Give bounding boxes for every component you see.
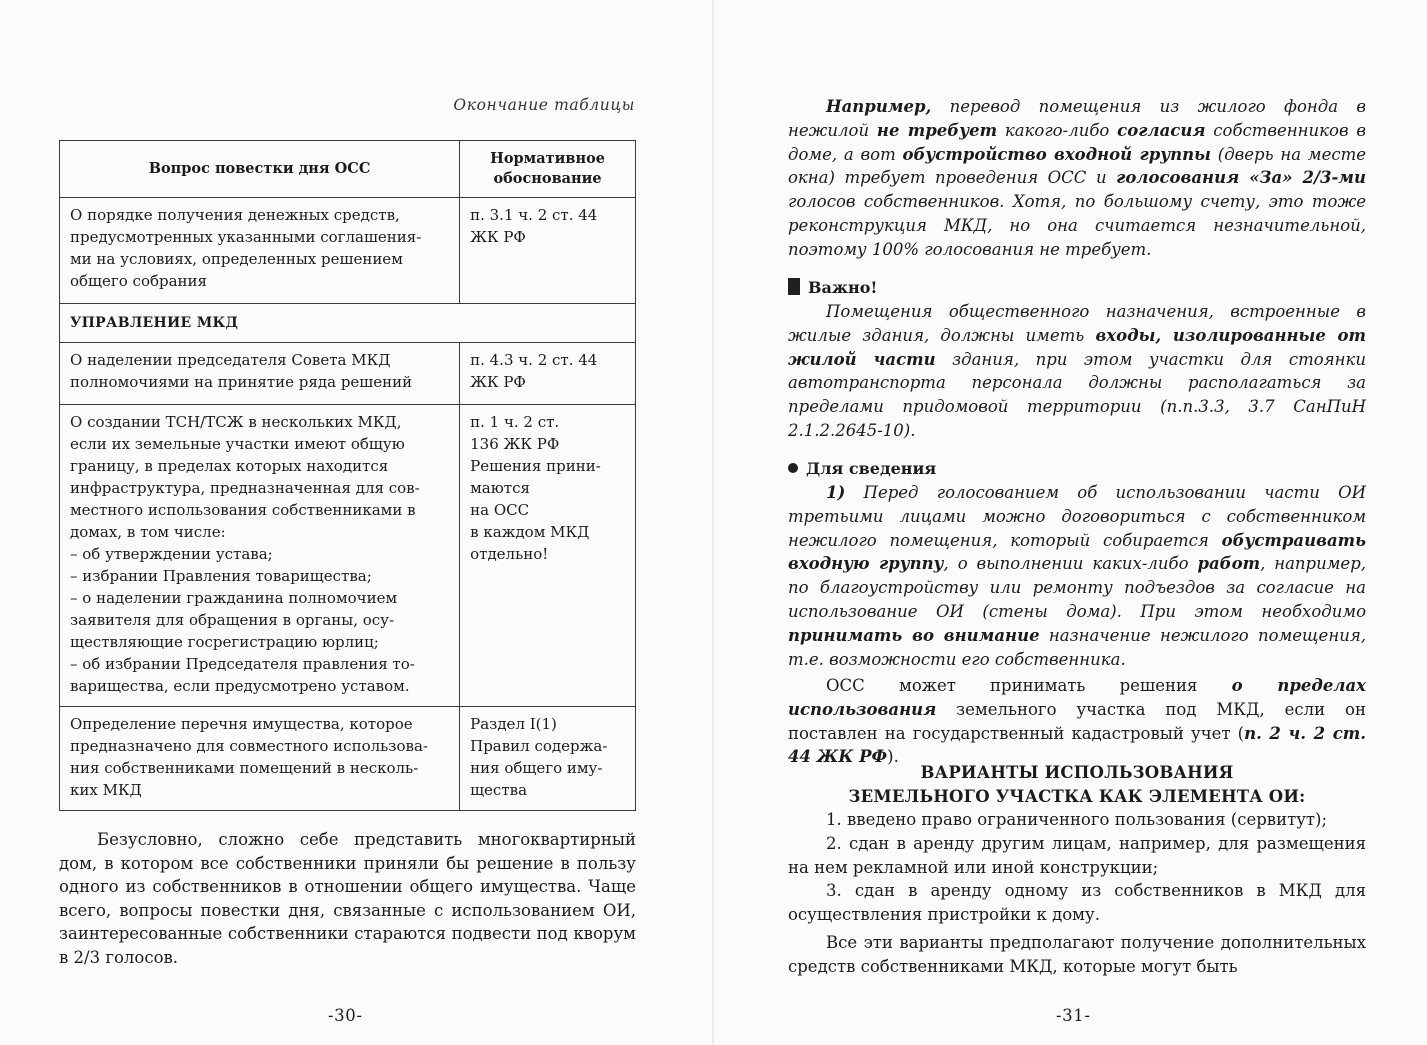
row1-question-line: предусмотренных указанными соглашения- (70, 228, 422, 246)
row2-basis-line: ЖК РФ (470, 373, 526, 391)
row4-question-line: ния собственниками помещений в несколь- (70, 759, 419, 777)
variants-title (788, 761, 1366, 809)
square-bullet-icon (788, 278, 800, 295)
variants-title-line: ЗЕМЕЛЬНОГО УЧАСТКА КАК ЭЛЕМЕНТА ОИ: (848, 787, 1306, 806)
example-lead: Например, (826, 97, 932, 116)
table-row (60, 198, 636, 304)
table-section-row (60, 304, 636, 343)
emphasis-span: согласия (1117, 120, 1206, 140)
text-span: голосов собственников. Хотя, по большому счету, это тоже реконструкция МКД, но она считается незначительной, поэтому 100% голосования не требует. (788, 192, 1366, 259)
row2-question-line: полномочиями на принятие ряда решений (70, 373, 413, 391)
row3-question-line: местного использования собственниками в (70, 501, 416, 519)
row1-question-line: О порядке получения денежных средств, (70, 206, 400, 224)
list-item: 2. сдан в аренду другим лицам, например, для размещения на нем рекламной или иной конструкции; (788, 833, 1366, 877)
row1-basis-line: ЖК РФ (470, 228, 526, 246)
body-paragraph: Безусловно, сложно себе представить многоквартирный дом, в котором все собственники приняли бы решение в пользу одного из собственников в отношении общего имущества. Чаще всего, вопросы повестки дня, связанные с использованием ОИ, заинтересованные собственники стараются подвести под кворум в 2/3 голосов. (59, 830, 636, 967)
row4-question-line: Определение перечня имущества, которое (70, 715, 413, 733)
row4-basis-line: Раздел I(1) (470, 715, 557, 733)
text-span: , например, по благоустройству или ремонту подъездов за согласие на использование ОИ (стены дома). При этом необходимо (788, 554, 1366, 621)
row1-basis-line: п. 3.1 ч. 2 ст. 44 (470, 206, 598, 224)
row4-question-line: предназначено для совместного использова- (70, 737, 428, 755)
row3-question-line: О создании ТСН/ТСЖ в нескольких МКД, (70, 413, 402, 431)
page-number-right: -31- (1056, 1006, 1091, 1025)
emphasis-span: п. 2 ч. 2 ст. 44 ЖК РФ (788, 723, 1367, 767)
table-header-row (60, 141, 636, 198)
text-span: земельного участка под МКД, если он поставлен на государственный кадастровый учет ( (788, 699, 1366, 743)
text-span: Помещения общественного назначения, встроенные в жилые здания, должны иметь (788, 302, 1366, 345)
list-item: 1. введено право ограниченного пользования (сервитут); (826, 810, 1328, 829)
variants-list (788, 808, 1366, 927)
row1-question-line: ми на условиях, определенных решением (70, 250, 403, 268)
row2-basis (460, 343, 636, 405)
emphasis-span: 1) (826, 483, 846, 502)
row3-question-line: – об утверждении устава; (70, 545, 273, 563)
row1-question-line: общего собрания (70, 272, 208, 290)
table-row (60, 343, 636, 405)
emphasis-span: работ (1197, 554, 1261, 574)
text-span: перевод помещения из жилого фонда в нежилой (788, 97, 1366, 140)
row2-question (60, 343, 460, 405)
row3-basis-line: в каждом МКД (470, 523, 590, 541)
header-question: Вопрос повестки дня ОСС (60, 141, 460, 198)
emphasis-span: о пределах использования (788, 676, 1367, 719)
text-span: (дверь на месте окна) требует проведения ОСС и (788, 144, 1366, 188)
page-number-left: -30- (328, 1006, 363, 1025)
row3-question (60, 405, 460, 707)
section-title: УПРАВЛЕНИЕ МКД (60, 304, 636, 343)
row3-question-line: варищества, если предусмотрено уставом. (70, 677, 410, 695)
info-paragraph (788, 481, 1366, 671)
row4-basis (460, 707, 636, 811)
row4-basis-line: Правил содержа- (470, 737, 608, 755)
round-bullet-icon (788, 463, 798, 473)
row4-basis-line: щества (470, 781, 528, 799)
page-left (0, 0, 713, 1045)
text-span: ОСС может принимать решения (826, 676, 1232, 695)
row3-question-line: инфраструктура, предназначенная для сов- (70, 479, 420, 497)
row3-question-line: – избрании Правления товарищества; (70, 567, 372, 585)
text-span: Перед голосованием об использовании части ОИ третьими лицами можно договориться с собственником нежилого помещения, который собирается (788, 483, 1366, 550)
emphasis-span: входы, изолированные от жилой части (788, 325, 1366, 369)
row4-question (60, 707, 460, 811)
row3-basis-line: 136 ЖК РФ (470, 435, 560, 453)
row4-basis-line: ния общего иму- (470, 759, 603, 777)
table-row (60, 707, 636, 811)
row3-basis-line: отдельно! (470, 545, 549, 563)
text-span: какого-либо (997, 120, 1118, 140)
row3-basis-line: на ОСС (470, 501, 530, 519)
row3-basis-line: п. 1 ч. 2 ст. (470, 413, 560, 431)
row1-question (60, 198, 460, 304)
left-body-text (59, 828, 636, 970)
info-heading (788, 457, 1366, 481)
row3-question-line: если их земельные участки имеют общую (70, 435, 405, 453)
header-basis: Нормативное обоснование (460, 141, 636, 198)
row2-question-line: О наделении председателя Совета МКД (70, 351, 391, 369)
table-row (60, 405, 636, 707)
table-caption: Окончание таблицы (453, 96, 635, 114)
row3-basis (460, 405, 636, 707)
emphasis-span: обустройство входной группы (902, 144, 1211, 164)
important-label: Важно! (808, 278, 878, 297)
row3-question-line: – о наделении гражданина полномочием (70, 589, 398, 607)
important-heading (788, 276, 1366, 300)
oss-paragraph (788, 674, 1366, 769)
important-paragraph (788, 300, 1366, 443)
text-span: назначение нежилого помещения, т.е. возможности его собственника. (788, 625, 1366, 669)
row3-basis-line: маются (470, 479, 530, 497)
emphasis-span: голосования «За» 2/3-ми (1116, 168, 1366, 188)
row1-basis (460, 198, 636, 304)
row3-question-line: заявителя для обращения в органы, осу- (70, 611, 395, 629)
text-span: ). (887, 747, 899, 767)
row3-question-line: ществляющие госрегистрацию юрлиц; (70, 633, 379, 651)
text-span: собственников в доме, а вот (788, 120, 1366, 164)
emphasis-span: принимать во внимание (788, 625, 1040, 645)
row3-basis-line: Решения прини- (470, 457, 601, 475)
row3-question-line: границу, в пределах которых находится (70, 457, 389, 475)
row3-question-line: домах, в том числе: (70, 523, 226, 541)
emphasis-span: обустраивать входную группу (788, 530, 1366, 574)
variants-title-line: ВАРИАНТЫ ИСПОЛЬЗОВАНИЯ (920, 763, 1234, 782)
info-label: Для сведения (806, 459, 937, 478)
text-span: здания, при этом участки для стоянки автотранспорта персонала должны располагаться за пределами придомовой территории (п.п.3.3, 3.7 СанПиН 2.1.2.2645-10). (788, 349, 1366, 440)
row3-question-line: – об избрании Председателя правления то- (70, 655, 415, 673)
row2-basis-line: п. 4.3 ч. 2 ст. 44 (470, 351, 598, 369)
closing-paragraph: Все эти варианты предполагают получение дополнительных средств собственниками МКД, которые могут быть (788, 933, 1366, 976)
agenda-table (59, 140, 636, 811)
text-span: , о выполнении каких-либо (943, 554, 1198, 574)
emphasis-span: не требует (876, 120, 998, 140)
list-item: 3. сдан в аренду одному из собственников в МКД для осуществления пристройки к дому. (788, 881, 1366, 925)
page-right (713, 0, 1427, 1045)
example-paragraph (788, 95, 1366, 262)
row4-question-line: ких МКД (70, 781, 142, 799)
